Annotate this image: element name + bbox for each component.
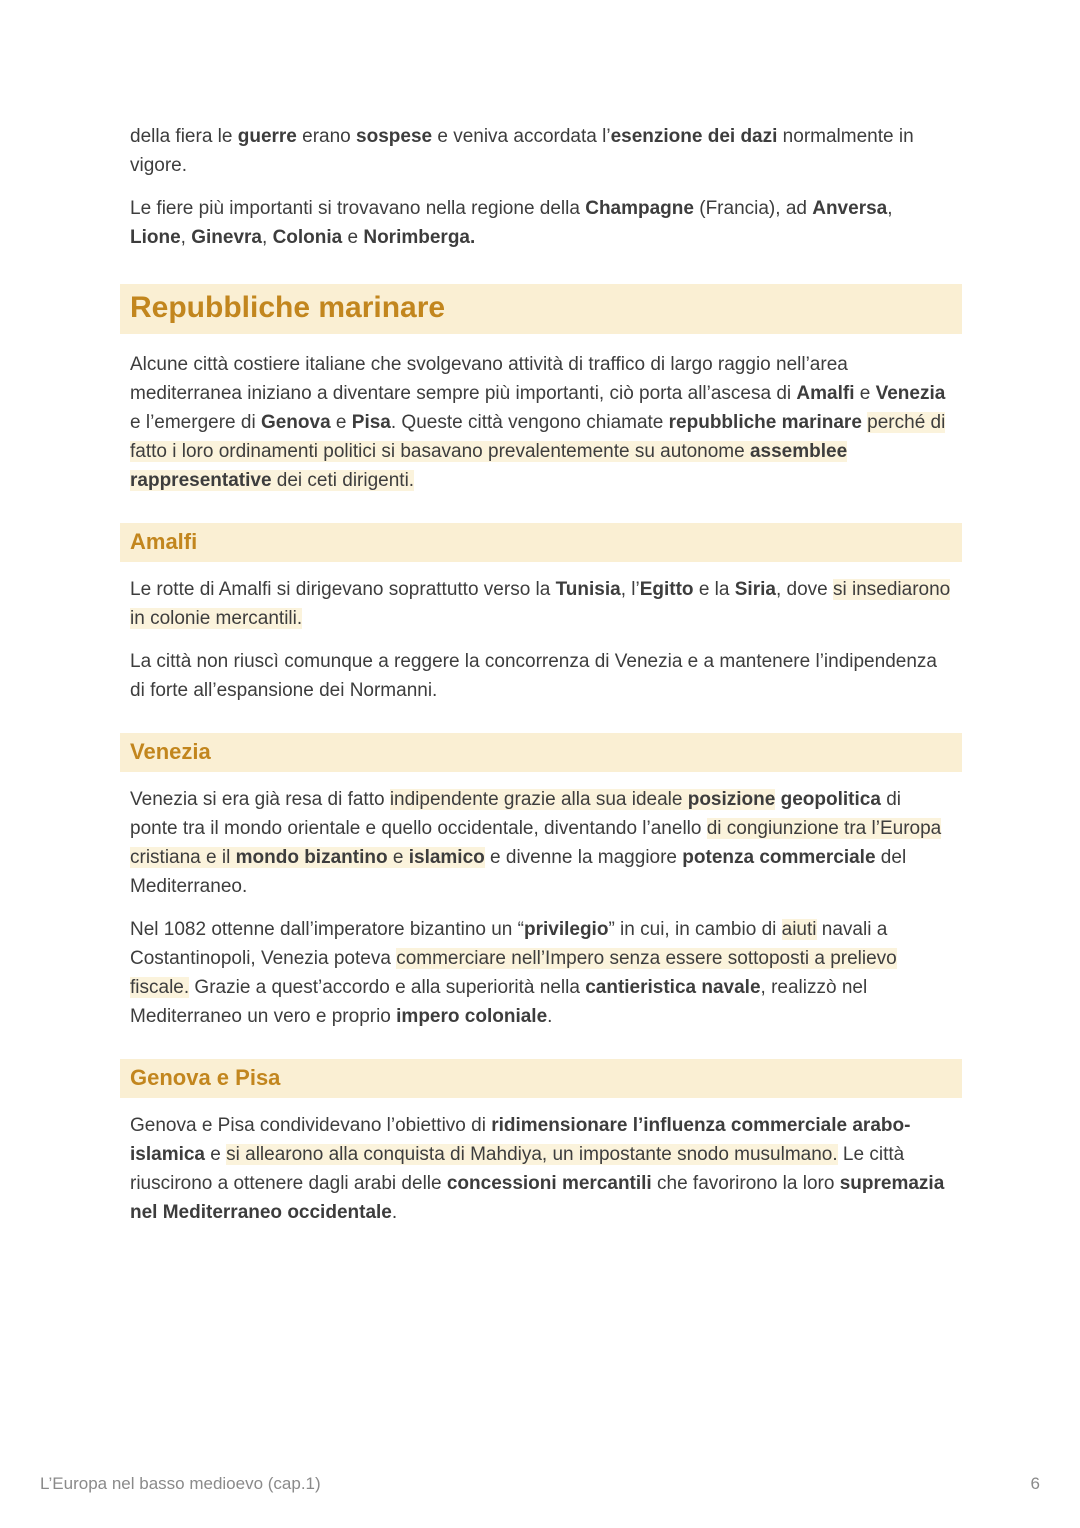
bold-text: Amalfi <box>796 383 855 404</box>
text-run: . <box>547 1006 553 1027</box>
text-run: e <box>205 1144 227 1165</box>
text-run: , <box>887 198 893 219</box>
bold-highlighted-text: assemblee rappresentative <box>130 441 848 491</box>
highlighted-text: perché di fatto i loro ordinamenti politici si basavano prevalentemente su autonome <box>130 412 946 462</box>
heading-amalfi: Amalfi <box>120 523 962 562</box>
text-run: Nel 1082 ottenne dall’imperatore bizantino un “ <box>130 919 524 940</box>
page-footer <box>40 1474 1040 1494</box>
text-run: Le fiere più importanti si trovavano nella regione della <box>130 198 586 219</box>
bold-text: geopolitica <box>780 789 881 810</box>
bold-text: Siria <box>734 579 776 600</box>
heading-venezia: Venezia <box>120 733 962 772</box>
paragraph <box>130 647 952 705</box>
bold-text: Norimberga. <box>363 227 476 248</box>
text-run: , realizzò nel Mediterraneo un vero e proprio <box>130 977 868 1027</box>
bold-text: guerre <box>237 126 297 147</box>
highlighted-text: aiuti <box>781 919 817 940</box>
bold-highlighted-text: mondo bizantino <box>235 847 388 868</box>
text-run: e divenne la maggiore <box>484 847 683 868</box>
text-run: della fiera le <box>130 126 238 147</box>
bold-text: Pisa <box>351 412 391 433</box>
bold-text: Tunisia <box>555 579 621 600</box>
text-run: e <box>342 227 364 248</box>
text-run: e veniva accordata l’ <box>432 126 611 147</box>
bold-text: Anversa <box>812 198 888 219</box>
text-run: , dove <box>775 579 833 600</box>
text-run: Le rotte di Amalfi si dirigevano soprattutto verso la <box>130 579 556 600</box>
page-number: 6 <box>1030 1474 1040 1493</box>
highlighted-text: si insediarono in colonie mercantili. <box>130 579 951 629</box>
paragraph <box>130 350 952 495</box>
bold-text: esenzione dei dazi <box>610 126 778 147</box>
text-run: Le città riuscirono a ottenere dagli arabi delle <box>130 1144 905 1194</box>
text-run: , <box>262 227 273 248</box>
text-run: La città non riuscì comunque a reggere la concorrenza di Venezia e a mantenere l’indipendenza di forte all’espansione dei Normanni. <box>130 651 937 701</box>
paragraph <box>130 915 952 1031</box>
heading-repubbliche-marinare: Repubbliche marinare <box>120 284 962 334</box>
text-run: di ponte tra il mondo orientale e quello occidentale, diventando l’anello <box>130 789 901 839</box>
text-run: . Queste città vengono chiamate <box>390 412 669 433</box>
text-run: navali a Costantinopoli, Venezia poteva <box>130 919 888 969</box>
bold-highlighted-text: posizione <box>687 789 776 810</box>
page-content <box>130 122 952 1241</box>
text-run: normalmente in vigore. <box>130 126 914 176</box>
highlighted-text: indipendente grazie alla sua ideale <box>389 789 688 810</box>
text-run: , l’ <box>620 579 640 600</box>
text-run: . <box>391 1202 398 1223</box>
footer-chapter-title: L’Europa nel basso medioevo (cap.1) <box>40 1474 321 1493</box>
bold-text: supremazia nel Mediterraneo occidentale <box>130 1173 945 1223</box>
bold-text: privilegio <box>523 919 609 940</box>
text-run: ” in cui, in cambio di <box>608 919 782 940</box>
bold-text: concessioni mercantili <box>446 1173 652 1194</box>
highlighted-text: e <box>387 847 409 868</box>
bold-text: Ginevra <box>191 227 262 248</box>
paragraph <box>130 785 952 901</box>
text-run: che favorirono la loro <box>651 1173 840 1194</box>
text-run: e l’emergere di <box>130 412 261 433</box>
text-run: erano <box>296 126 357 147</box>
bold-highlighted-text: islamico <box>408 847 485 868</box>
highlighted-text: di congiunzione tra l’Europa cristiana e il <box>130 818 942 868</box>
text-run: del Mediterraneo. <box>130 847 907 897</box>
paragraph <box>130 1111 952 1227</box>
paragraph <box>130 194 952 252</box>
text-run: Venezia si era già resa di fatto <box>130 789 390 810</box>
text-run: Genova e Pisa condividevano l’obiettivo di <box>130 1115 492 1136</box>
bold-text: ridimensionare l’influenza commerciale arabo-islamica <box>130 1115 911 1165</box>
highlighted-text: si allearono alla conquista di Mahdiya, un impostante snodo musulmano. <box>226 1144 838 1165</box>
bold-text: Champagne <box>585 198 694 219</box>
bold-text: Lione <box>130 227 181 248</box>
text-run: Alcune città costiere italiane che svolgevano attività di traffico di largo raggio nell’area mediterranea iniziano a diventare sempre più importanti, ciò porta all’ascesa di <box>130 354 848 404</box>
text-run: e <box>330 412 352 433</box>
text-run: e la <box>693 579 735 600</box>
bold-text: Genova <box>260 412 331 433</box>
paragraph <box>130 575 952 633</box>
highlighted-text: dei ceti dirigenti. <box>271 470 415 491</box>
bold-text: impero coloniale <box>396 1006 548 1027</box>
bold-text: Colonia <box>272 227 343 248</box>
text-run: (Francia), ad <box>693 198 813 219</box>
bold-text: Egitto <box>639 579 694 600</box>
bold-text: potenza commerciale <box>682 847 876 868</box>
bold-text: repubbliche marinare <box>668 412 862 433</box>
bold-text: cantieristica navale <box>585 977 761 998</box>
heading-genova-e-pisa: Genova e Pisa <box>120 1059 962 1098</box>
bold-text: sospese <box>356 126 433 147</box>
paragraph <box>130 122 952 180</box>
text-run: e <box>854 383 876 404</box>
highlighted-text: commerciare nell’Impero senza essere sottoposti a prelievo fiscale. <box>130 948 897 998</box>
bold-text: Venezia <box>875 383 946 404</box>
text-run: , <box>180 227 192 248</box>
text-run: Grazie a quest’accordo e alla superiorità nella <box>189 977 586 998</box>
